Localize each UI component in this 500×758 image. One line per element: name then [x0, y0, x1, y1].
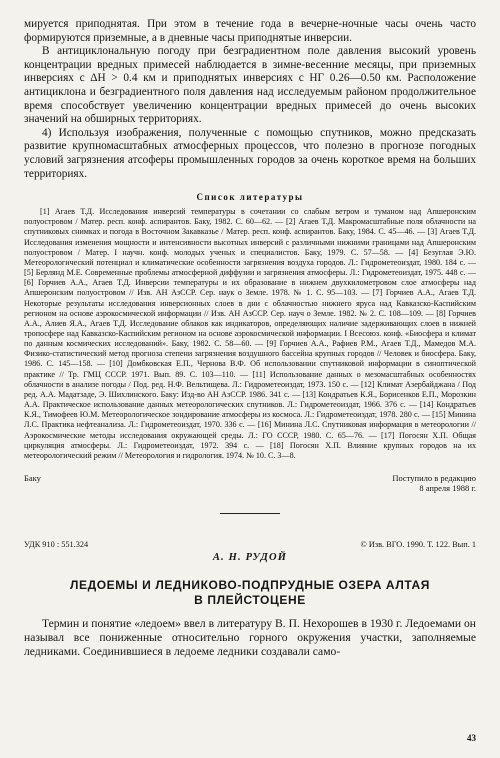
article-footer [24, 473, 476, 493]
body-paragraph-3: 4) Используя изображения, полученные с помощью спутников, можно предсказать развитие крупномасштабных атмосферных процессов, что полезно в прогнозе погодных условий загрязнения атсоферы промышленных городов за очень короткое время на больших территориях. [24, 126, 476, 180]
article-author: А. Н. РУДОЙ [212, 552, 288, 564]
received-label: Поступило в редакцию [392, 473, 476, 484]
article-meta [24, 540, 476, 549]
page-number: 43 [467, 733, 476, 743]
udk-code: УДК 910 : 551.324 [24, 540, 89, 550]
received-date [392, 473, 476, 493]
references-list: [1] Агаев Т.Д. Исследования инверсий температуры в сочетании со слабым ветром и туманом над Апшеронским полуостровом / Матер. респ. конф. аспирантов. Баку, 1982. С. 60—62. — [2] Агаев Т.Д. Макромасштабные поля облачности на спутниковых снимках и погода в Восточном Закавказье / Матер. респ. конф. аспирантов. Баку, 1984. С. 45—46. — [3] Агаев Т.Д. Исследования изменения мощности и интенсивности высотных инверсий с различными нижними границами над Апшеронским полуостровом / Матер. I научн. конф. молодых ученых и специалистов. Баку, 1979. С. 57—58. — [4] Безуглая Э.Ю. Метеорологический потенциал и климатические особенности загрязнения воздуха городов. Л.: Гидрометеоиздат, 1980. 184 с. — [5] Берлянд М.Е. Современные проблемы атмосферной диффузии и загрязнения атмосферы. Л.: Гидрометеоиздат, 1975. 448 с. — [6] Горчиев А.А., Агаев Т.Д. Инверсии температуры и их образование в нижнем двухкилометровом слое атмосферы над Апшеронским полуостровом // Изв. АН АзССР. Сер. наук о Земле. 1978. № 1. С. 95—103. — [7] Горчиев А.А., Агаев Т.Д. Некоторые результаты исследования инверсионных слоев в дни с облачностью нижнего яруса над Кавказско-Каспийским регионом на основе аэрокосмической информации // Изв. АН АзССР. Сер. науч о Земле. 1982. № 2. С. 108—109. — [8] Горчиев А.А., Алиев Я.А., Агаев Т.Д. Исследование облаков как индикаторов, определяющих наличие задерживающих слоев в нижней тропосфере над Кавказско-Каспийским регионом на основе аэрокосмической информации. I Всесоюз. конф. «Биосфера и климат по данным космических исследований». Баку, 1982. С. 58—60. — [9] Горчиев А.А., Рафиев Р.М., Агаев Т.Д., Мамедов М.А. Физико-статистический метод прогноза степени загрязнения воздушного бассейна крупных городов // Человек и биосфера. Баку, 1986. С. 145—158. — [10] Домбковская Е.П., Чернова В.Ф. Об использовании спутниковой информации в синоптической практике // Тр. ГМЦ СССР. 1971. Вып. 89. С. 103—110. — [11] Использование данных о мезомасштабных особенностях облачности в анализе погоды / Под. ред. Н.Ф. Вельтищева. Л.: Гидрометеоиздат, 1973. 150 с. — [12] Климат Азербайджана / Под ред. А.А. Мадатзаде, Э. Шихлинского. Баку: Изд-во АН АзССР. 1986. 341 с. — [13] Кондратьев К.Я., Борисенков Е.П., Морозкин А.А. Практическое использование данных метеорологических спутников. Л.: Гидрометеоиздат, 1966. 376 с. — [14] Кондратьев К.Я., Тимофеев Ю.М. Метеорологическое зондирование атмосферы из космоса. Л.: Гидрометеоиздат, 1978. 280 с. — [15] Минина Л.С. Практика нефтеанализа. Л.: Гидрометеоиздат, 1970. 336 с. — [16] Минина Л.С. Спутниковая информация в метеорологии // Аэрокосмические методы исследования окружающей среды. Л.: ГО СССР, 1980. С. 65—76. — [17] Погосян Х.П. Общая циркуляция атмосферы. Л.: Гидрометеоиздат, 1972. 394 с. — [18] Погосян Х.П. Влияние крупных городов на их метеорологический режим // Метеорология и гидрология. 1974. № 10. С. 3—8. [24, 207, 476, 460]
article-intro: Термин и понятие «ледоем» ввел в литературу В. П. Нехорошев в 1930 г. Ледоемами он называл все пониженные относительно горного окружения участки, заполняемые ледниками. Соединившиеся в ледоеме ледники создавали само- [24, 617, 476, 659]
footer-city: Баку [24, 473, 41, 484]
body-paragraph-1: мируется приподнятая. При этом в течение года в вечерне-ночные часы очень часто формируются приземные, а в дневные часы приподнятые инверсии. [24, 18, 476, 44]
received-value: 8 апреля 1988 г. [419, 483, 476, 494]
article-title [24, 578, 476, 607]
body-paragraph-2: В антициклональную погоду при безградиентном поле давления высокий уровень концентрации вредных примесей наблюдается в зимне-весенние месяцы, при приземных инверсиях с ΔH > 0.4 км и приподнятых инверсиях с НГ 0.26—0.50 км. Расположение антициклона и безградиентного поля давления над исследуемым районом продолжительное время способствует увеличению концентрации вредных примесей до очень высоких значений на обширных территориях. [24, 45, 476, 126]
references-heading: Список литературы [196, 192, 304, 203]
copyright-line: © Изв. ВГО. 1990. Т. 122. Вып. 1 [360, 540, 476, 550]
section-divider [220, 513, 280, 514]
article-title-line-2: В ПЛЕЙСТОЦЕНЕ [194, 592, 306, 607]
article-title-line-1: ЛЕДОЕМЫ И ЛЕДНИКОВО-ПОДПРУДНЫЕ ОЗЕРА АЛТАЯ [69, 578, 431, 593]
page [24, 18, 476, 659]
